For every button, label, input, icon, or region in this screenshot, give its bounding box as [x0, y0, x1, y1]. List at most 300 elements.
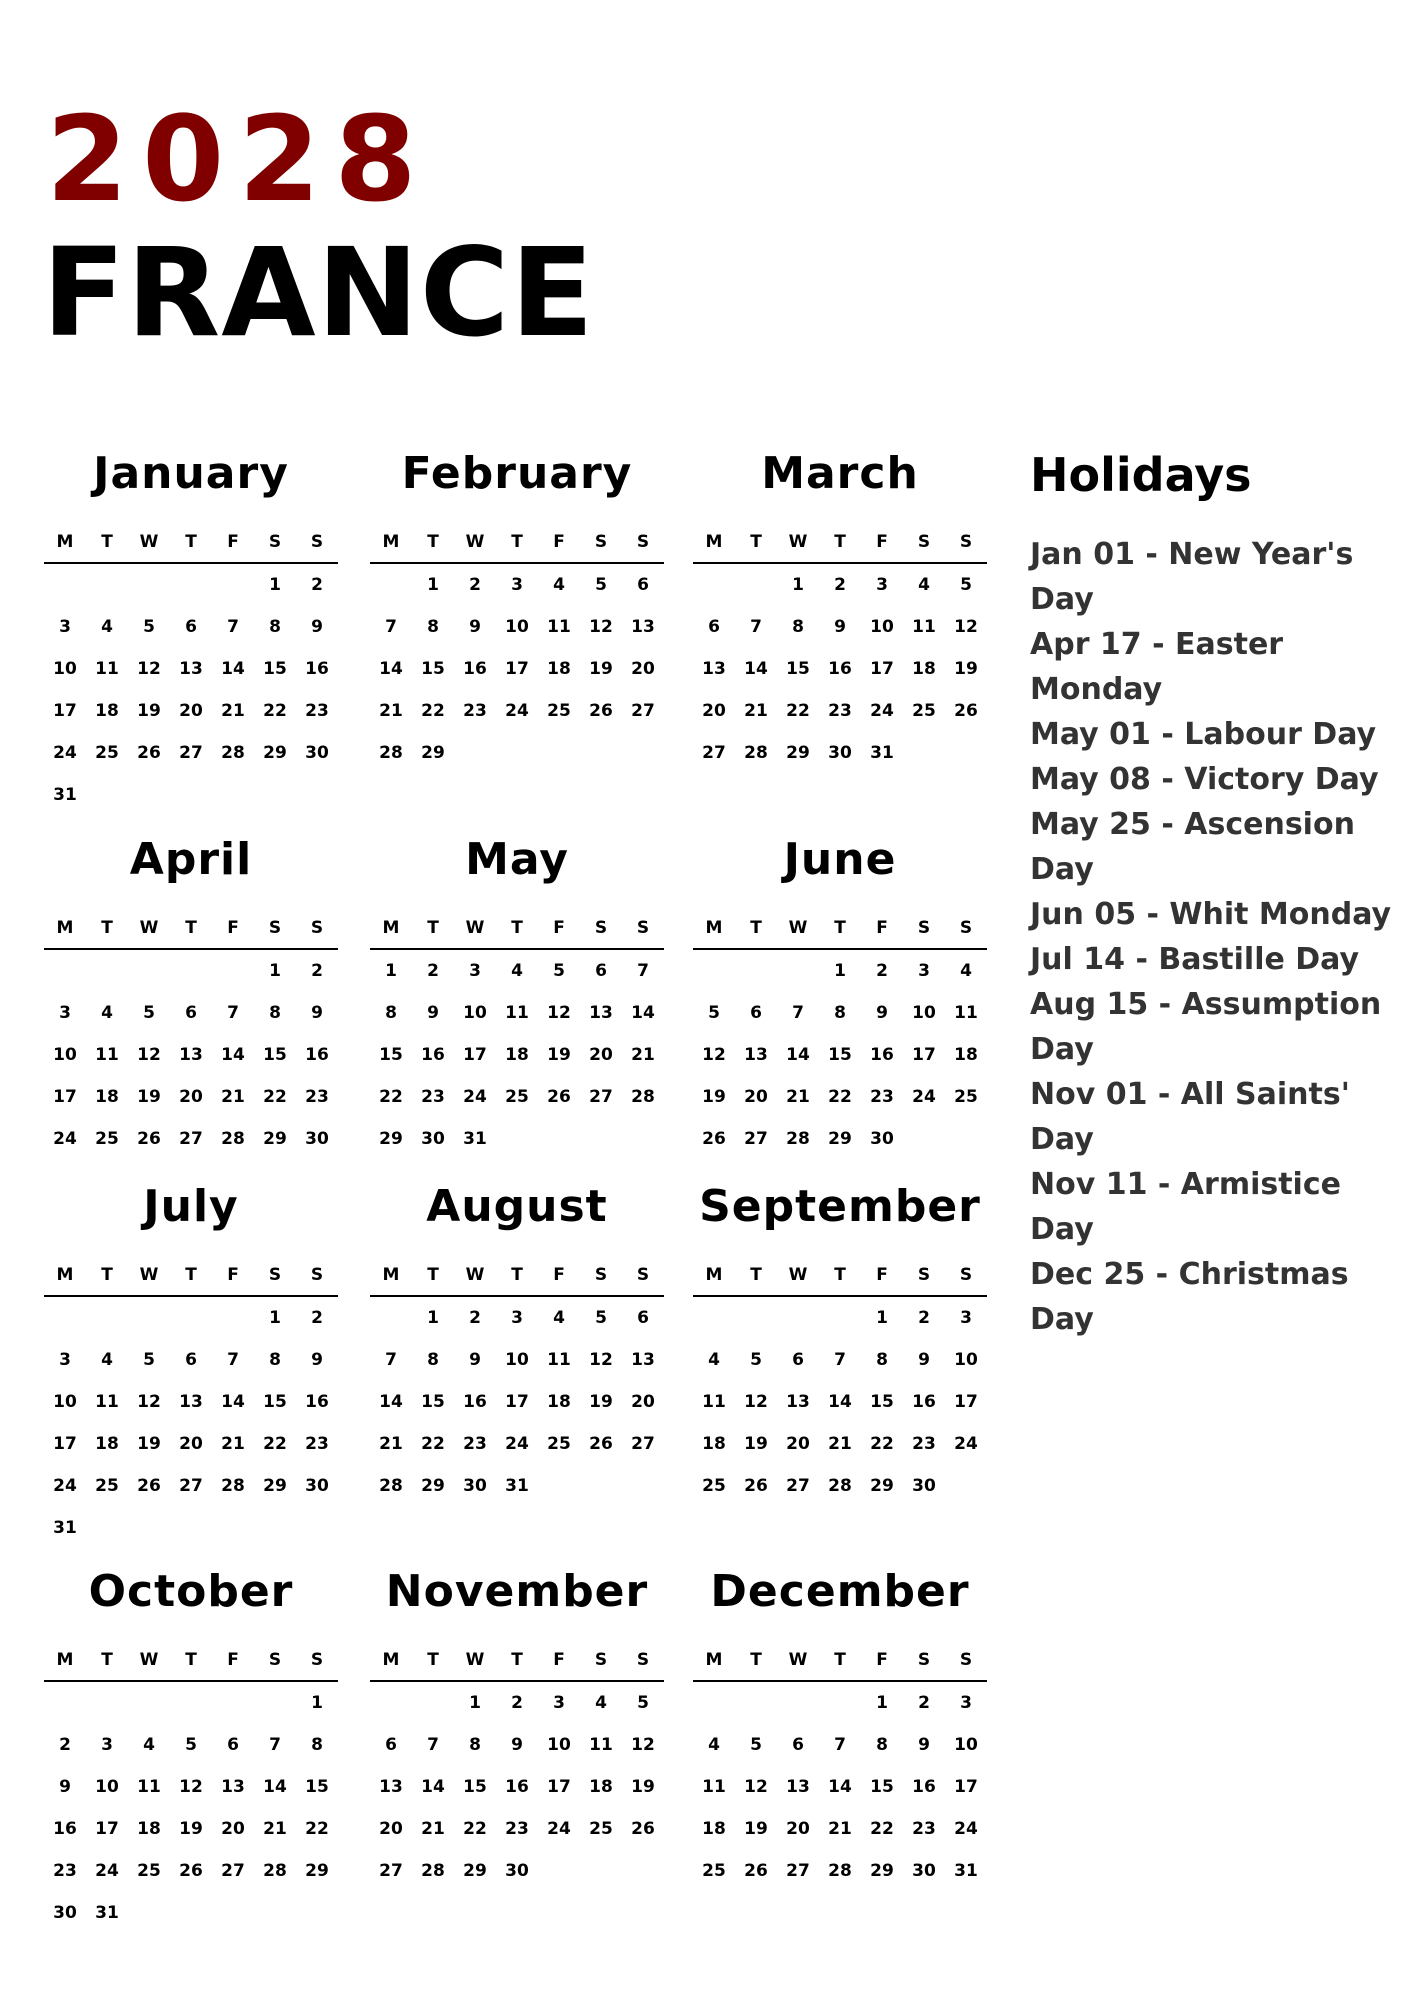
day-cell: 7 — [269, 1735, 281, 1755]
day-cell: 18 — [505, 1045, 529, 1065]
day-cell: 11 — [702, 1392, 726, 1412]
weekday-label: S — [917, 1265, 931, 1285]
calendar-country: FRANCE — [42, 222, 595, 364]
day-cell: 5 — [185, 1735, 197, 1755]
day-cell: 17 — [53, 701, 77, 721]
day-cell: 15 — [305, 1777, 329, 1797]
month-november — [370, 1566, 664, 1892]
month-name: May — [465, 834, 569, 885]
weekday-label: T — [185, 1650, 197, 1670]
day-cell: 1 — [427, 575, 439, 595]
month-october — [44, 1566, 338, 1934]
day-cell: 24 — [95, 1861, 119, 1881]
month-june — [693, 834, 987, 1160]
day-cell: 25 — [137, 1861, 161, 1881]
day-cell: 30 — [53, 1903, 77, 1923]
day-cell: 7 — [792, 1003, 804, 1023]
day-grid — [370, 1682, 664, 1892]
day-cell: 9 — [918, 1735, 930, 1755]
day-cell: 26 — [631, 1819, 655, 1839]
weekday-label: W — [465, 532, 485, 552]
day-cell: 16 — [305, 1392, 329, 1412]
day-cell: 24 — [53, 1476, 77, 1496]
day-cell: 16 — [505, 1777, 529, 1797]
day-cell: 14 — [828, 1777, 852, 1797]
day-cell: 31 — [505, 1476, 529, 1496]
weekday-label: W — [139, 1265, 159, 1285]
day-cell: 3 — [918, 961, 930, 981]
day-cell: 6 — [595, 961, 607, 981]
day-cell: 27 — [631, 1434, 655, 1454]
day-cell: 20 — [379, 1819, 403, 1839]
weekday-label: S — [310, 918, 324, 938]
day-cell: 20 — [179, 1434, 203, 1454]
weekday-label: W — [465, 918, 485, 938]
empty-day-cell — [128, 950, 170, 992]
weekday-label: S — [917, 918, 931, 938]
day-cell: 3 — [469, 961, 481, 981]
weekday-label: T — [185, 532, 197, 552]
empty-day-cell — [693, 1297, 735, 1339]
day-cell: 2 — [311, 575, 323, 595]
day-cell: 11 — [702, 1777, 726, 1797]
weekday-header — [44, 522, 338, 564]
day-cell: 23 — [870, 1087, 894, 1107]
weekday-label: M — [382, 918, 400, 938]
weekday-label: T — [511, 1265, 523, 1285]
day-cell: 18 — [912, 659, 936, 679]
weekday-label: M — [382, 1650, 400, 1670]
month-may — [370, 834, 664, 1160]
day-cell: 18 — [547, 1392, 571, 1412]
day-cell: 24 — [505, 1434, 529, 1454]
day-cell: 29 — [379, 1129, 403, 1149]
month-name: June — [783, 834, 897, 885]
day-cell: 28 — [379, 743, 403, 763]
day-cell: 28 — [221, 1476, 245, 1496]
holiday-item: Jun 05 - Whit Monday — [1030, 897, 1392, 932]
day-cell: 13 — [744, 1045, 768, 1065]
weekday-label: S — [959, 1265, 973, 1285]
day-cell: 2 — [918, 1308, 930, 1328]
day-cell: 28 — [221, 1129, 245, 1149]
weekday-label: S — [268, 1650, 282, 1670]
weekday-label: S — [310, 532, 324, 552]
day-cell: 29 — [305, 1861, 329, 1881]
day-cell: 26 — [744, 1861, 768, 1881]
day-cell: 12 — [137, 1392, 161, 1412]
day-cell: 1 — [876, 1308, 888, 1328]
day-cell: 13 — [631, 1350, 655, 1370]
day-cell: 31 — [53, 1518, 77, 1538]
weekday-label: M — [382, 532, 400, 552]
empty-day-cell — [370, 1297, 412, 1339]
day-cell: 26 — [589, 1434, 613, 1454]
weekday-label: M — [56, 532, 74, 552]
day-cell: 11 — [95, 1045, 119, 1065]
empty-day-cell — [777, 1297, 819, 1339]
day-cell: 15 — [263, 1045, 287, 1065]
day-cell: 11 — [547, 1350, 571, 1370]
day-grid — [693, 564, 987, 774]
day-cell: 4 — [553, 1308, 565, 1328]
weekday-label: T — [511, 532, 523, 552]
day-cell: 1 — [269, 961, 281, 981]
day-grid — [693, 1682, 987, 1892]
day-cell: 6 — [185, 617, 197, 637]
day-cell: 22 — [463, 1819, 487, 1839]
day-cell: 7 — [385, 617, 397, 637]
day-cell: 9 — [511, 1735, 523, 1755]
day-grid — [693, 1297, 987, 1507]
day-cell: 9 — [876, 1003, 888, 1023]
holidays-panel — [1030, 448, 1414, 1342]
day-cell: 5 — [595, 575, 607, 595]
month-february — [370, 448, 664, 774]
day-cell: 13 — [221, 1777, 245, 1797]
day-cell: 24 — [53, 1129, 77, 1149]
empty-day-cell — [254, 1682, 296, 1724]
day-cell: 16 — [912, 1392, 936, 1412]
day-cell: 23 — [305, 1087, 329, 1107]
weekday-label: S — [917, 532, 931, 552]
weekday-label: T — [511, 1650, 523, 1670]
day-cell: 13 — [589, 1003, 613, 1023]
day-cell: 2 — [876, 961, 888, 981]
day-cell: 6 — [750, 1003, 762, 1023]
day-cell: 8 — [876, 1350, 888, 1370]
weekday-header — [693, 1255, 987, 1297]
day-grid — [370, 1297, 664, 1507]
weekday-label: T — [101, 1265, 113, 1285]
day-cell: 21 — [221, 1434, 245, 1454]
day-cell: 25 — [954, 1087, 978, 1107]
weekday-label: T — [834, 1650, 846, 1670]
day-cell: 27 — [589, 1087, 613, 1107]
day-cell: 6 — [185, 1003, 197, 1023]
day-cell: 27 — [179, 743, 203, 763]
day-cell: 25 — [547, 1434, 571, 1454]
holiday-item: May 08 - Victory Day — [1030, 762, 1379, 797]
day-cell: 25 — [589, 1819, 613, 1839]
day-cell: 14 — [421, 1777, 445, 1797]
day-cell: 22 — [421, 1434, 445, 1454]
day-cell: 18 — [547, 659, 571, 679]
day-cell: 22 — [305, 1819, 329, 1839]
day-cell: 19 — [589, 659, 613, 679]
weekday-label: T — [834, 1265, 846, 1285]
day-cell: 28 — [744, 743, 768, 763]
day-cell: 2 — [311, 1308, 323, 1328]
weekday-label: F — [876, 918, 888, 938]
weekday-label: M — [705, 1265, 723, 1285]
day-cell: 4 — [708, 1350, 720, 1370]
day-cell: 29 — [870, 1476, 894, 1496]
day-cell: 20 — [179, 1087, 203, 1107]
day-cell: 19 — [137, 1087, 161, 1107]
day-cell: 28 — [828, 1861, 852, 1881]
day-cell: 8 — [469, 1735, 481, 1755]
day-cell: 24 — [505, 701, 529, 721]
day-cell: 27 — [786, 1476, 810, 1496]
day-cell: 10 — [954, 1735, 978, 1755]
empty-day-cell — [212, 950, 254, 992]
day-cell: 28 — [421, 1861, 445, 1881]
day-cell: 26 — [954, 701, 978, 721]
empty-day-cell — [212, 564, 254, 606]
empty-day-cell — [735, 950, 777, 992]
weekday-label: F — [876, 1650, 888, 1670]
empty-day-cell — [777, 950, 819, 992]
day-cell: 10 — [463, 1003, 487, 1023]
day-cell: 23 — [463, 701, 487, 721]
day-cell: 8 — [876, 1735, 888, 1755]
day-cell: 9 — [311, 617, 323, 637]
day-cell: 8 — [834, 1003, 846, 1023]
day-cell: 19 — [179, 1819, 203, 1839]
empty-day-cell — [170, 1297, 212, 1339]
day-cell: 10 — [870, 617, 894, 637]
weekday-label: M — [705, 918, 723, 938]
day-cell: 9 — [918, 1350, 930, 1370]
weekday-label: S — [636, 532, 650, 552]
weekday-label: W — [788, 532, 808, 552]
empty-day-cell — [44, 564, 86, 606]
day-cell: 21 — [421, 1819, 445, 1839]
day-cell: 11 — [505, 1003, 529, 1023]
weekday-label: T — [427, 1265, 439, 1285]
day-cell: 12 — [137, 659, 161, 679]
day-cell: 4 — [101, 617, 113, 637]
day-cell: 7 — [385, 1350, 397, 1370]
holiday-item: Aug 15 - Assumption Day — [1030, 987, 1382, 1067]
day-cell: 20 — [744, 1087, 768, 1107]
day-grid — [370, 950, 664, 1160]
weekday-label: T — [185, 918, 197, 938]
weekday-header — [693, 908, 987, 950]
day-cell: 1 — [469, 1693, 481, 1713]
day-cell: 4 — [708, 1735, 720, 1755]
day-cell: 5 — [553, 961, 565, 981]
day-cell: 9 — [311, 1350, 323, 1370]
day-cell: 17 — [505, 1392, 529, 1412]
day-cell: 3 — [553, 1693, 565, 1713]
day-cell: 21 — [379, 701, 403, 721]
day-cell: 13 — [786, 1777, 810, 1797]
day-cell: 14 — [379, 1392, 403, 1412]
empty-day-cell — [86, 564, 128, 606]
weekday-label: W — [465, 1265, 485, 1285]
day-cell: 21 — [828, 1434, 852, 1454]
day-cell: 1 — [311, 1693, 323, 1713]
month-name: February — [401, 448, 633, 499]
day-cell: 12 — [744, 1392, 768, 1412]
day-cell: 28 — [631, 1087, 655, 1107]
empty-day-cell — [412, 1682, 454, 1724]
weekday-label: F — [553, 1265, 565, 1285]
day-cell: 30 — [305, 1129, 329, 1149]
day-cell: 30 — [305, 1476, 329, 1496]
day-cell: 20 — [631, 659, 655, 679]
holiday-item: Jan 01 - New Year's Day — [1030, 537, 1354, 617]
day-cell: 3 — [59, 617, 71, 637]
weekday-header — [370, 1640, 664, 1682]
day-cell: 12 — [589, 617, 613, 637]
empty-day-cell — [170, 950, 212, 992]
weekday-label: S — [917, 1650, 931, 1670]
day-cell: 26 — [137, 1129, 161, 1149]
day-cell: 17 — [912, 1045, 936, 1065]
month-december — [693, 1566, 987, 1892]
day-cell: 12 — [137, 1045, 161, 1065]
day-cell: 17 — [53, 1434, 77, 1454]
day-cell: 23 — [305, 1434, 329, 1454]
day-cell: 11 — [137, 1777, 161, 1797]
day-cell: 14 — [221, 1392, 245, 1412]
empty-day-cell — [735, 1682, 777, 1724]
day-cell: 2 — [427, 961, 439, 981]
day-cell: 10 — [505, 1350, 529, 1370]
day-cell: 25 — [95, 743, 119, 763]
day-cell: 22 — [828, 1087, 852, 1107]
weekday-label: M — [705, 532, 723, 552]
day-cell: 27 — [179, 1129, 203, 1149]
day-cell: 11 — [95, 659, 119, 679]
day-cell: 25 — [505, 1087, 529, 1107]
month-april — [44, 834, 338, 1160]
day-cell: 20 — [702, 701, 726, 721]
day-cell: 1 — [792, 575, 804, 595]
day-cell: 16 — [305, 659, 329, 679]
day-cell: 4 — [101, 1350, 113, 1370]
day-cell: 29 — [263, 1129, 287, 1149]
day-cell: 5 — [143, 1350, 155, 1370]
day-cell: 27 — [702, 743, 726, 763]
empty-day-cell — [693, 950, 735, 992]
weekday-label: T — [101, 1650, 113, 1670]
day-cell: 22 — [870, 1434, 894, 1454]
day-cell: 2 — [59, 1735, 71, 1755]
day-cell: 6 — [227, 1735, 239, 1755]
day-cell: 3 — [876, 575, 888, 595]
day-cell: 22 — [421, 701, 445, 721]
day-cell: 18 — [137, 1819, 161, 1839]
day-cell: 23 — [53, 1861, 77, 1881]
day-cell: 9 — [469, 617, 481, 637]
day-cell: 19 — [954, 659, 978, 679]
day-cell: 21 — [379, 1434, 403, 1454]
empty-day-cell — [170, 564, 212, 606]
day-cell: 24 — [954, 1434, 978, 1454]
weekday-label: S — [268, 1265, 282, 1285]
day-cell: 5 — [143, 1003, 155, 1023]
day-cell: 18 — [95, 1087, 119, 1107]
day-cell: 23 — [912, 1434, 936, 1454]
day-cell: 18 — [95, 1434, 119, 1454]
day-cell: 25 — [912, 701, 936, 721]
day-cell: 8 — [427, 617, 439, 637]
weekday-label: F — [227, 1265, 239, 1285]
day-cell: 30 — [305, 743, 329, 763]
day-cell: 8 — [427, 1350, 439, 1370]
day-cell: 5 — [143, 617, 155, 637]
empty-day-cell — [128, 1297, 170, 1339]
weekday-label: W — [139, 532, 159, 552]
day-cell: 22 — [263, 1434, 287, 1454]
day-cell: 25 — [95, 1129, 119, 1149]
calendar-year: 2028 — [46, 90, 431, 228]
month-january — [44, 448, 338, 816]
weekday-label: S — [268, 532, 282, 552]
day-cell: 7 — [637, 961, 649, 981]
day-cell: 27 — [744, 1129, 768, 1149]
weekday-label: S — [310, 1650, 324, 1670]
holiday-item: Jul 14 - Bastille Day — [1030, 942, 1360, 977]
day-cell: 13 — [179, 1392, 203, 1412]
day-cell: 16 — [828, 659, 852, 679]
day-cell: 10 — [505, 617, 529, 637]
day-cell: 16 — [870, 1045, 894, 1065]
day-cell: 6 — [792, 1350, 804, 1370]
day-cell: 6 — [637, 575, 649, 595]
day-cell: 5 — [750, 1735, 762, 1755]
day-grid — [370, 564, 664, 774]
day-cell: 29 — [828, 1129, 852, 1149]
weekday-label: S — [959, 918, 973, 938]
day-cell: 31 — [53, 785, 77, 805]
month-name: August — [426, 1181, 608, 1232]
holiday-list — [1030, 532, 1414, 1342]
day-cell: 7 — [834, 1350, 846, 1370]
day-cell: 10 — [95, 1777, 119, 1797]
weekday-label: F — [553, 918, 565, 938]
holiday-item: May 25 - Ascension Day — [1030, 807, 1355, 887]
day-cell: 10 — [912, 1003, 936, 1023]
day-cell: 10 — [954, 1350, 978, 1370]
day-cell: 29 — [421, 743, 445, 763]
day-cell: 18 — [95, 701, 119, 721]
weekday-label: T — [750, 918, 762, 938]
day-cell: 18 — [702, 1434, 726, 1454]
weekday-label: S — [268, 918, 282, 938]
empty-day-cell — [819, 1682, 861, 1724]
weekday-label: T — [834, 532, 846, 552]
weekday-label: T — [185, 1265, 197, 1285]
day-cell: 12 — [179, 1777, 203, 1797]
day-cell: 5 — [708, 1003, 720, 1023]
day-cell: 3 — [511, 575, 523, 595]
day-cell: 15 — [786, 659, 810, 679]
day-cell: 26 — [179, 1861, 203, 1881]
day-cell: 1 — [834, 961, 846, 981]
weekday-label: T — [427, 1650, 439, 1670]
day-cell: 29 — [870, 1861, 894, 1881]
day-cell: 4 — [960, 961, 972, 981]
day-cell: 14 — [379, 659, 403, 679]
day-cell: 22 — [786, 701, 810, 721]
day-cell: 14 — [828, 1392, 852, 1412]
day-cell: 16 — [53, 1819, 77, 1839]
weekday-label: S — [959, 532, 973, 552]
day-cell: 10 — [53, 1045, 77, 1065]
day-cell: 7 — [427, 1735, 439, 1755]
weekday-label: S — [594, 918, 608, 938]
month-name: November — [385, 1566, 649, 1617]
holiday-item: May 01 - Labour Day — [1030, 717, 1377, 752]
day-cell: 20 — [589, 1045, 613, 1065]
day-cell: 9 — [469, 1350, 481, 1370]
weekday-header — [370, 1255, 664, 1297]
